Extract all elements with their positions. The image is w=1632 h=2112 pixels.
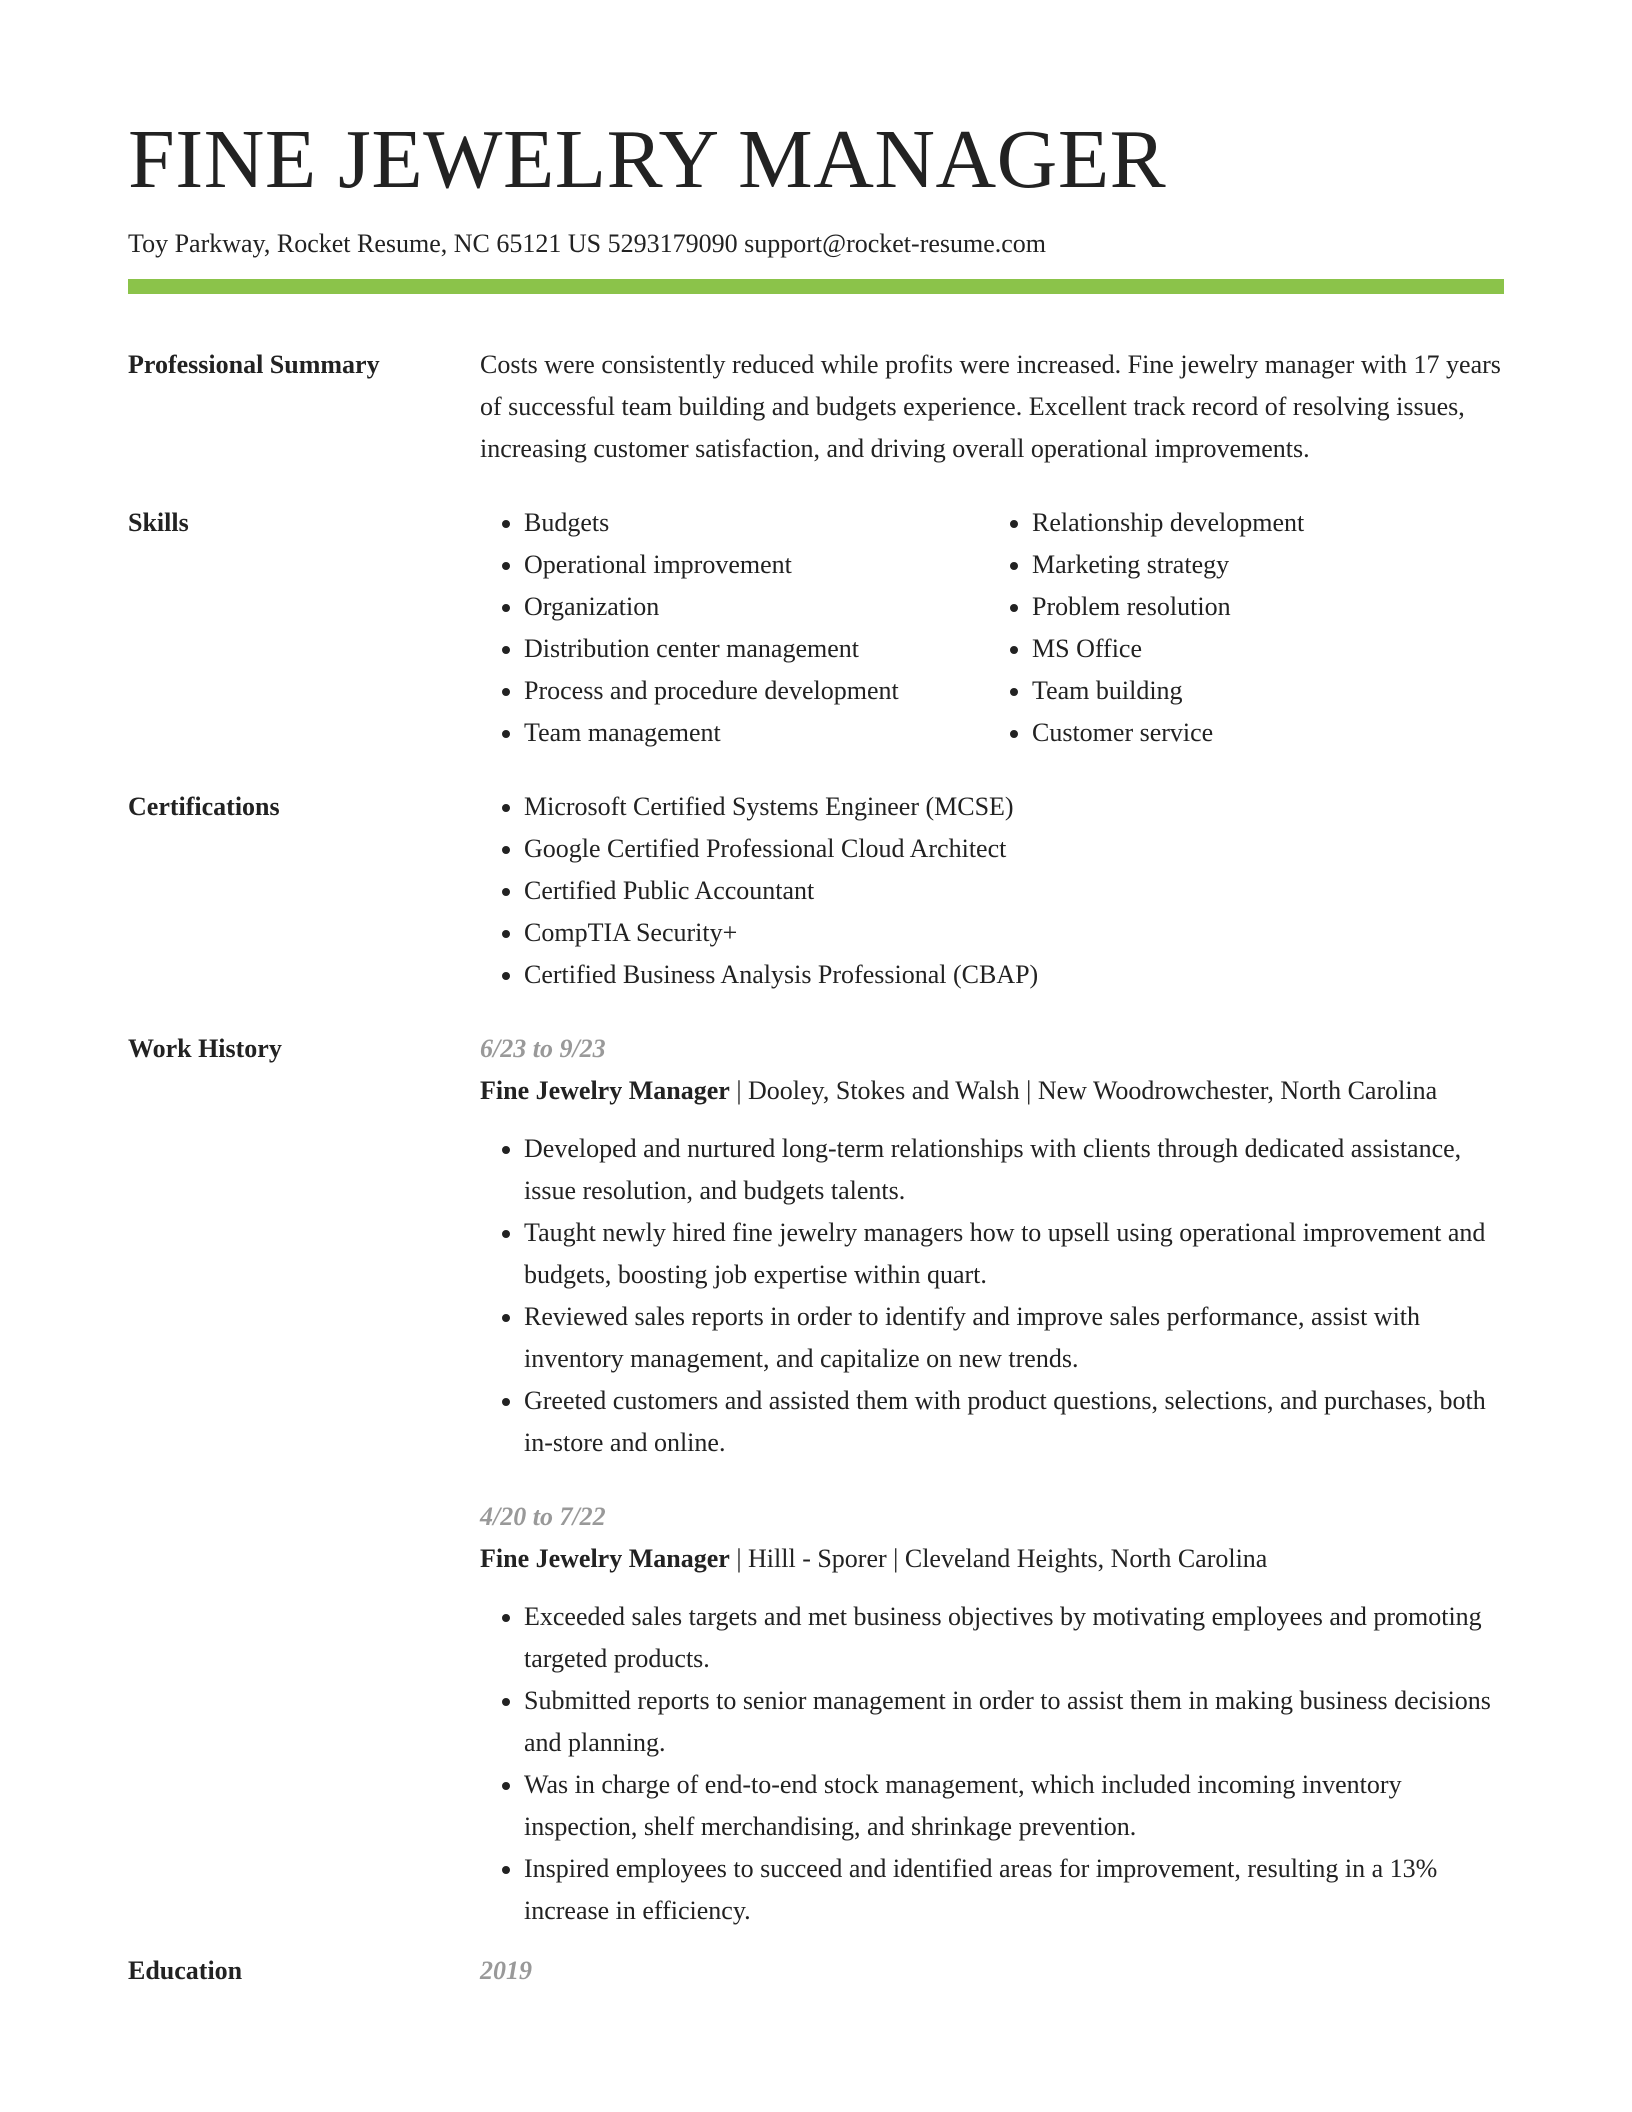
job-role: Fine Jewelry Manager [480, 1544, 730, 1574]
job-bullet: • Inspired employees to succeed and identified areas for improvement, resulting in a 13% increase in efficiency. [524, 1848, 1504, 1932]
certification-item: • Certified Public Accountant [524, 870, 1504, 912]
job-role: Fine Jewelry Manager [480, 1076, 730, 1106]
skill-item: • Organization [524, 586, 984, 628]
job-entry [480, 1496, 1504, 1932]
summary-section [128, 344, 1504, 470]
accent-divider [128, 279, 1504, 294]
job-bullet: • Exceeded sales targets and met business objectives by motivating employees and promoting targeted products. [524, 1596, 1504, 1680]
job-bullets [480, 1596, 1504, 1932]
summary-text: Costs were consistently reduced while profits were increased. Fine jewelry manager with 17 years of successful team building and budgets experience. Excellent track record of resolving issues, increasing customer satisfaction, and driving overall operational improvements. [480, 350, 1501, 464]
certifications-section [128, 786, 1504, 996]
skill-item: • Process and procedure development [524, 670, 984, 712]
skills-column-1 [480, 502, 984, 754]
address: Toy Parkway, Rocket Resume, NC 65121 US [128, 229, 602, 258]
phone: 5293179090 [607, 229, 738, 258]
certification-item: • Certified Business Analysis Professional (CBAP) [524, 954, 1504, 996]
section-title-skills: Skills [128, 508, 189, 538]
job-bullet: • Greeted customers and assisted them with product questions, selections, and purchases, both in-store and online. [524, 1380, 1504, 1464]
job-dates: 4/20 to 7/22 [480, 1502, 606, 1532]
work-history-body [480, 1028, 1504, 1932]
skills-section [128, 502, 1504, 754]
skill-item: • Team management [524, 712, 984, 754]
certification-item: • Microsoft Certified Systems Engineer (MCSE) [524, 786, 1504, 828]
contact-line [128, 228, 1504, 259]
skills-list [480, 502, 1504, 754]
skill-item: • Customer service [1032, 712, 1504, 754]
certification-item: • Google Certified Professional Cloud Architect [524, 828, 1504, 870]
job-details: | Dooley, Stokes and Walsh | New Woodrowchester, North Carolina [729, 1076, 1438, 1106]
job-bullet: • Was in charge of end-to-end stock management, which included incoming inventory inspection, shelf merchandising, and shrinkage prevention. [524, 1764, 1504, 1848]
job-bullet: • Developed and nurtured long-term relationships with clients through dedicated assistance, issue resolution, and budgets talents. [524, 1128, 1504, 1212]
section-title-work-history: Work History [128, 1034, 282, 1064]
job-details: | Hilll - Sporer | Cleveland Heights, North Carolina [729, 1544, 1268, 1574]
email: support@rocket-resume.com [744, 229, 1047, 258]
skill-item: • Team building [1032, 670, 1504, 712]
job-bullets [480, 1128, 1504, 1464]
section-title-summary: Professional Summary [128, 350, 380, 380]
education-section [128, 1950, 1504, 1992]
section-title-certifications: Certifications [128, 792, 280, 822]
skill-item: • Relationship development [1032, 502, 1504, 544]
job-heading [480, 1538, 1504, 1580]
skill-item: • Budgets [524, 502, 984, 544]
job-bullet: • Submitted reports to senior management in order to assist them in making business decisions and planning. [524, 1680, 1504, 1764]
job-bullet: • Reviewed sales reports in order to identify and improve sales performance, assist with inventory management, and capitalize on new trends. [524, 1296, 1504, 1380]
certifications-list [480, 786, 1504, 996]
skill-item: • Operational improvement [524, 544, 984, 586]
job-entry [480, 1028, 1504, 1464]
education-body [480, 1950, 1504, 1992]
skill-item: • Problem resolution [1032, 586, 1504, 628]
resume-page [128, 113, 1504, 1992]
skill-item: • Marketing strategy [1032, 544, 1504, 586]
skill-item: • Distribution center management [524, 628, 984, 670]
job-heading [480, 1070, 1504, 1112]
resume-title: FINE JEWELRY MANAGER [128, 113, 1167, 206]
certifications-body [480, 786, 1504, 996]
job-bullet: • Taught newly hired fine jewelry managers how to upsell using operational improvement and budgets, boosting job expertise within quart. [524, 1212, 1504, 1296]
job-dates: 6/23 to 9/23 [480, 1034, 606, 1064]
section-title-education: Education [128, 1956, 243, 1986]
skills-column-2 [984, 502, 1504, 754]
education-year: 2019 [480, 1956, 532, 1986]
work-history-section [128, 1028, 1504, 1932]
certification-item: • CompTIA Security+ [524, 912, 1504, 954]
skill-item: • MS Office [1032, 628, 1504, 670]
